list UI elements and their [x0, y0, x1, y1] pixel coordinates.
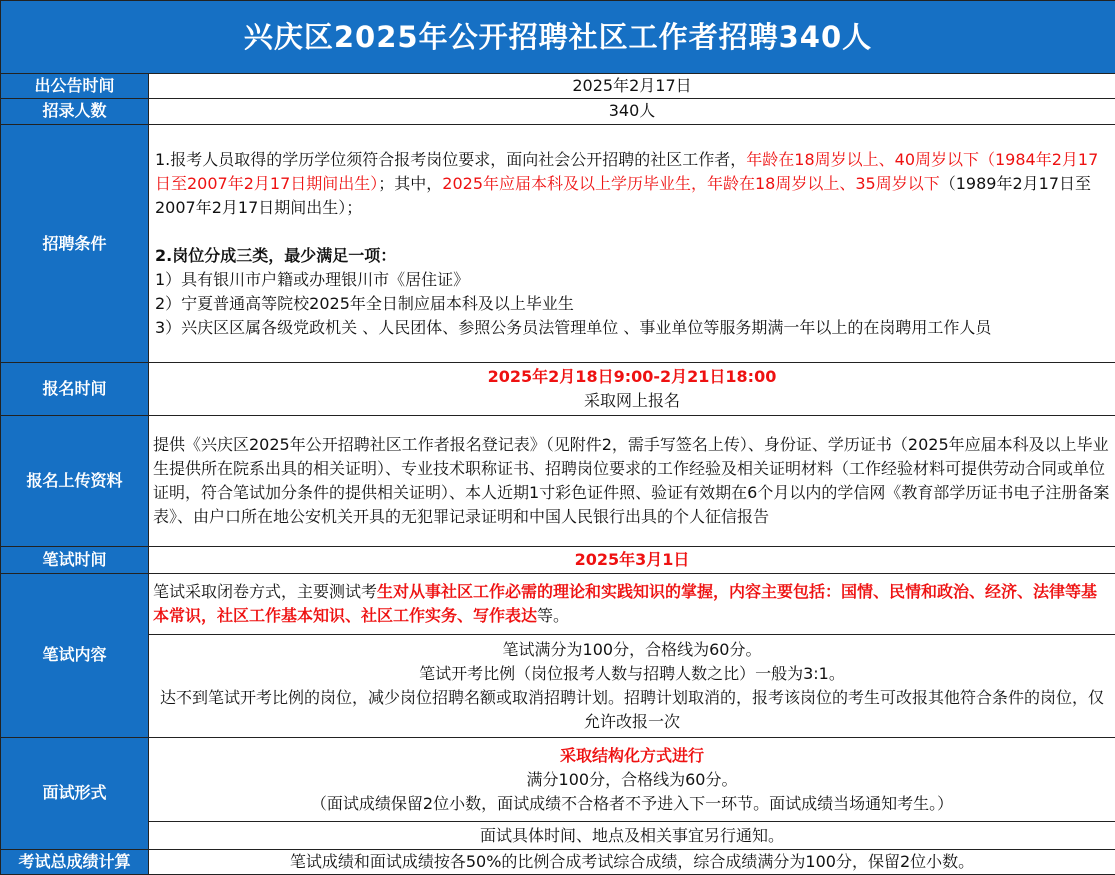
exam-content-part-a	[149, 574, 1115, 635]
exam-cancel-rule: 达不到笔试开考比例的岗位，减少岗位招聘名额或取消招聘计划。招聘计划取消的，报考该岗位的考生可改报其他符合条件的岗位，仅允许改报一次	[159, 687, 1104, 731]
conditions-content	[149, 125, 1115, 363]
conditions-item: 3）兴庆区区属各级党政机关 、人民团体、参照公务员法管理单位 、事业单位等服务期满一年以上的在岗聘用工作人员	[155, 317, 992, 337]
announce-label: 出公告时间	[1, 73, 149, 98]
exam-content-part-b	[149, 634, 1115, 737]
headcount-label: 招录人数	[1, 98, 149, 124]
upload-label: 报名上传资料	[1, 415, 149, 546]
registration-content	[149, 363, 1115, 415]
registration-method: 采取网上报名	[583, 391, 680, 411]
conditions-p1-text: 1.报考人员取得的学历学位须符合报考岗位要求，面向社会公开招聘的社区工作者，	[155, 149, 747, 169]
interview-label: 面试形式	[1, 737, 149, 849]
conditions-label: 招聘条件	[1, 125, 149, 363]
conditions-paragraph-1	[155, 148, 1111, 220]
registration-period: 2025年2月18日9:00-2月21日18:00	[487, 367, 777, 387]
exam-scope-text: 生对从事社区工作必需的理论和实践知识的掌握，内容主要包括：国情、民情和政治、经济、法律等基本常识，社区工作基本知识、社区工作实务、写作表达	[153, 581, 1098, 625]
conditions-item: 2）宁夏普通高等院校2025年全日制应届本科及以上毕业生	[155, 293, 574, 313]
conditions-p1-end: （1989年2月17日至2007年2月17日期间出生）；	[155, 173, 1091, 217]
conditions-age-range: 年龄在18周岁以上、40周岁以下（1984年2月17日至2007年2月17日期间出生）	[155, 149, 1099, 193]
conditions-heading: 2.岗位分成三类，最少满足一项：	[155, 245, 397, 265]
headcount-value: 340人	[149, 98, 1115, 124]
interview-method: 采取结构化方式进行	[559, 745, 704, 765]
conditions-item: 1）具有银川市户籍或办理银川市《居住证》	[155, 269, 470, 289]
interview-score: 满分100分，合格线为60分。	[526, 769, 738, 789]
exam-format-text: 笔试采取闭卷方式，主要测试考	[153, 581, 378, 601]
exam-ratio-rule: 笔试开考比例（岗位报考人数与招聘人数之比）一般为3:1。	[419, 663, 845, 683]
page-title: 兴庆区2025年公开招聘社区工作者招聘340人	[1, 1, 1115, 74]
upload-materials-text: 提供《兴庆区2025年公开招聘社区工作者报名登记表》（见附件2，需手写签名上传）、身份证、学历证书（2025年应届本科及以上毕业生提供所在院系出具的相关证明）、专业技术职称证书、招聘岗位要求的工作经验及相关证明材料（工作经验材料可提供劳动合同或单位证明，符合笔试加分条件的提供相关证明）、本人近期1寸彩色证件照、验证有效期在6个月以内的学信网《教育部学历证书电子注册备案表》、由户口所在地公安机关开具的无犯罪记录证明和中国人民银行出具的个人征信报告	[149, 415, 1115, 546]
interview-note: （面试成绩保留2位小数，面试成绩不合格者不予进入下一环节。面试成绩当场通知考生。）	[310, 793, 954, 813]
conditions-graduate-age: 2025年应届本科及以上学历毕业生，年龄在18周岁以上、35周岁以下	[442, 173, 940, 193]
exam-content-label: 笔试内容	[1, 574, 149, 737]
registration-label: 报名时间	[1, 363, 149, 415]
exam-score-rule: 笔试满分为100分，合格线为60分。	[502, 639, 762, 659]
exam-time-label: 笔试时间	[1, 546, 149, 573]
interview-content	[149, 737, 1115, 822]
exam-date: 2025年3月1日	[149, 546, 1115, 573]
conditions-p1-mid: ；其中，	[378, 173, 443, 193]
total-score-rule: 笔试成绩和面试成绩按各50%的比例合成考试综合成绩，综合成绩满分为100分，保留2位小数。	[149, 849, 1115, 874]
interview-schedule-note: 面试具体时间、地点及相关事宜另行通知。	[149, 822, 1115, 849]
exam-format-end: 等。	[537, 605, 570, 625]
total-score-label: 考试总成绩计算	[1, 849, 149, 874]
announce-date: 2025年2月17日	[149, 73, 1115, 98]
